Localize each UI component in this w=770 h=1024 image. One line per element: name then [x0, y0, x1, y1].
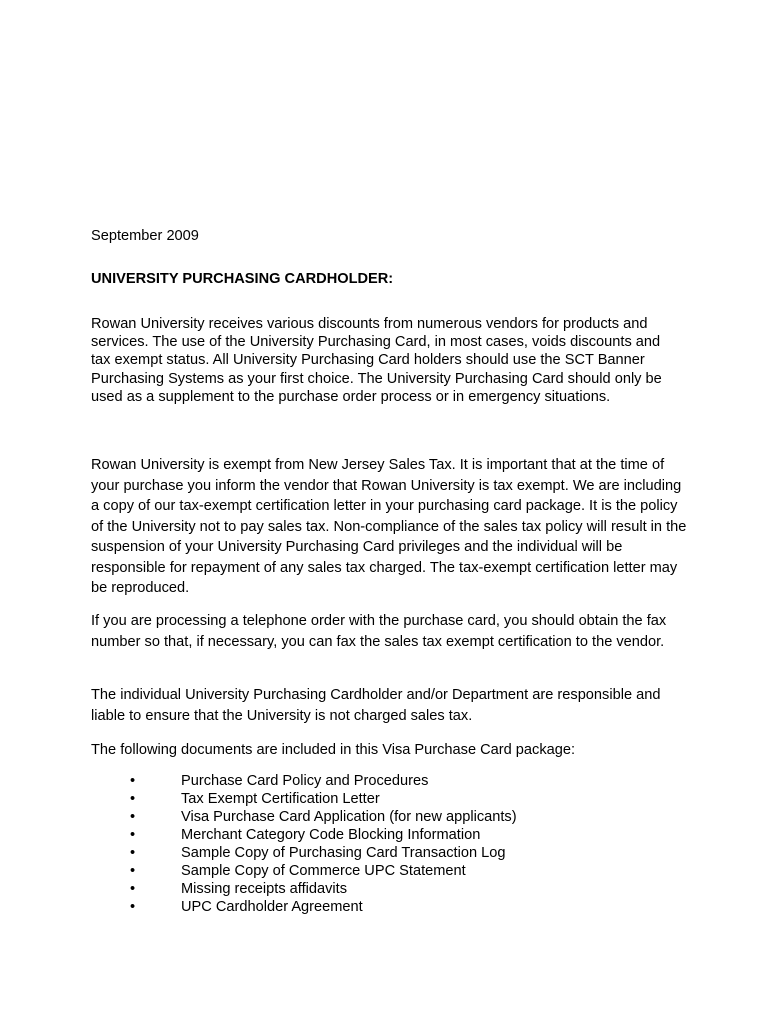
- bullet-icon: •: [130, 845, 136, 861]
- letter-heading: UNIVERSITY PURCHASING CARDHOLDER:: [91, 271, 394, 287]
- bullet-icon: •: [130, 791, 136, 807]
- document-item: UPC Cardholder Agreement: [181, 899, 363, 915]
- bullet-icon: •: [130, 863, 136, 879]
- bullet-icon: •: [130, 827, 136, 843]
- document-item: Sample Copy of Purchasing Card Transaction Log: [181, 845, 506, 861]
- letter-date: September 2009: [91, 228, 199, 244]
- document-item: Merchant Category Code Blocking Information: [181, 827, 481, 843]
- list-item: [0, 790, 770, 808]
- list-item: [0, 880, 770, 898]
- list-item: [0, 772, 770, 790]
- bullet-icon: •: [130, 809, 136, 825]
- paragraph-documents-intro: The following documents are included in this Visa Purchase Card package:: [91, 742, 576, 758]
- document-item: Sample Copy of Commerce UPC Statement: [181, 863, 466, 879]
- paragraph-tax-exempt: Rowan University is exempt from New Jersey Sales Tax. It is important that at the time of your purchase you inform the vendor that Rowan University is tax exempt. We are including a copy of our tax-exempt certification letter in your purchasing card package. It is the policy of the University not to pay sales tax. Non-compliance of the sales tax policy will result in the suspension of your University Purchasing Card privileges and the individual will be responsible for repayment of any sales tax charged. The tax-exempt certification letter may be reproduced.: [91, 457, 687, 596]
- document-item: Tax Exempt Certification Letter: [181, 791, 380, 807]
- bullet-icon: •: [130, 899, 136, 915]
- document-item: Purchase Card Policy and Procedures: [181, 773, 429, 789]
- list-item: [0, 862, 770, 880]
- list-item: [0, 808, 770, 826]
- document-item: Missing receipts affidavits: [181, 881, 348, 897]
- list-item: [0, 826, 770, 844]
- paragraph-telephone-order: If you are processing a telephone order with the purchase card, you should obtain the fax number so that, if necessary, you can fax the sales tax exempt certification to the vendor.: [91, 613, 667, 650]
- bullet-icon: •: [130, 881, 136, 897]
- paragraph-responsibility: The individual University Purchasing Cardholder and/or Department are responsible and liable to ensure that the University is not charged sales tax.: [91, 687, 661, 724]
- paragraph-discounts: Rowan University receives various discounts from numerous vendors for products and services. The use of the University Purchasing Card, in most cases, voids discounts and tax exempt status. All University Purchasing Card holders should use the SCT Banner Purchasing Systems as your first choice. The University Purchasing Card should only be used as a supplement to the purchase order process or in emergency situations.: [91, 316, 662, 405]
- documents-list: [0, 772, 770, 916]
- list-item: [0, 898, 770, 916]
- document-item: Visa Purchase Card Application (for new applicants): [181, 809, 517, 825]
- bullet-icon: •: [130, 773, 136, 789]
- list-item: [0, 844, 770, 862]
